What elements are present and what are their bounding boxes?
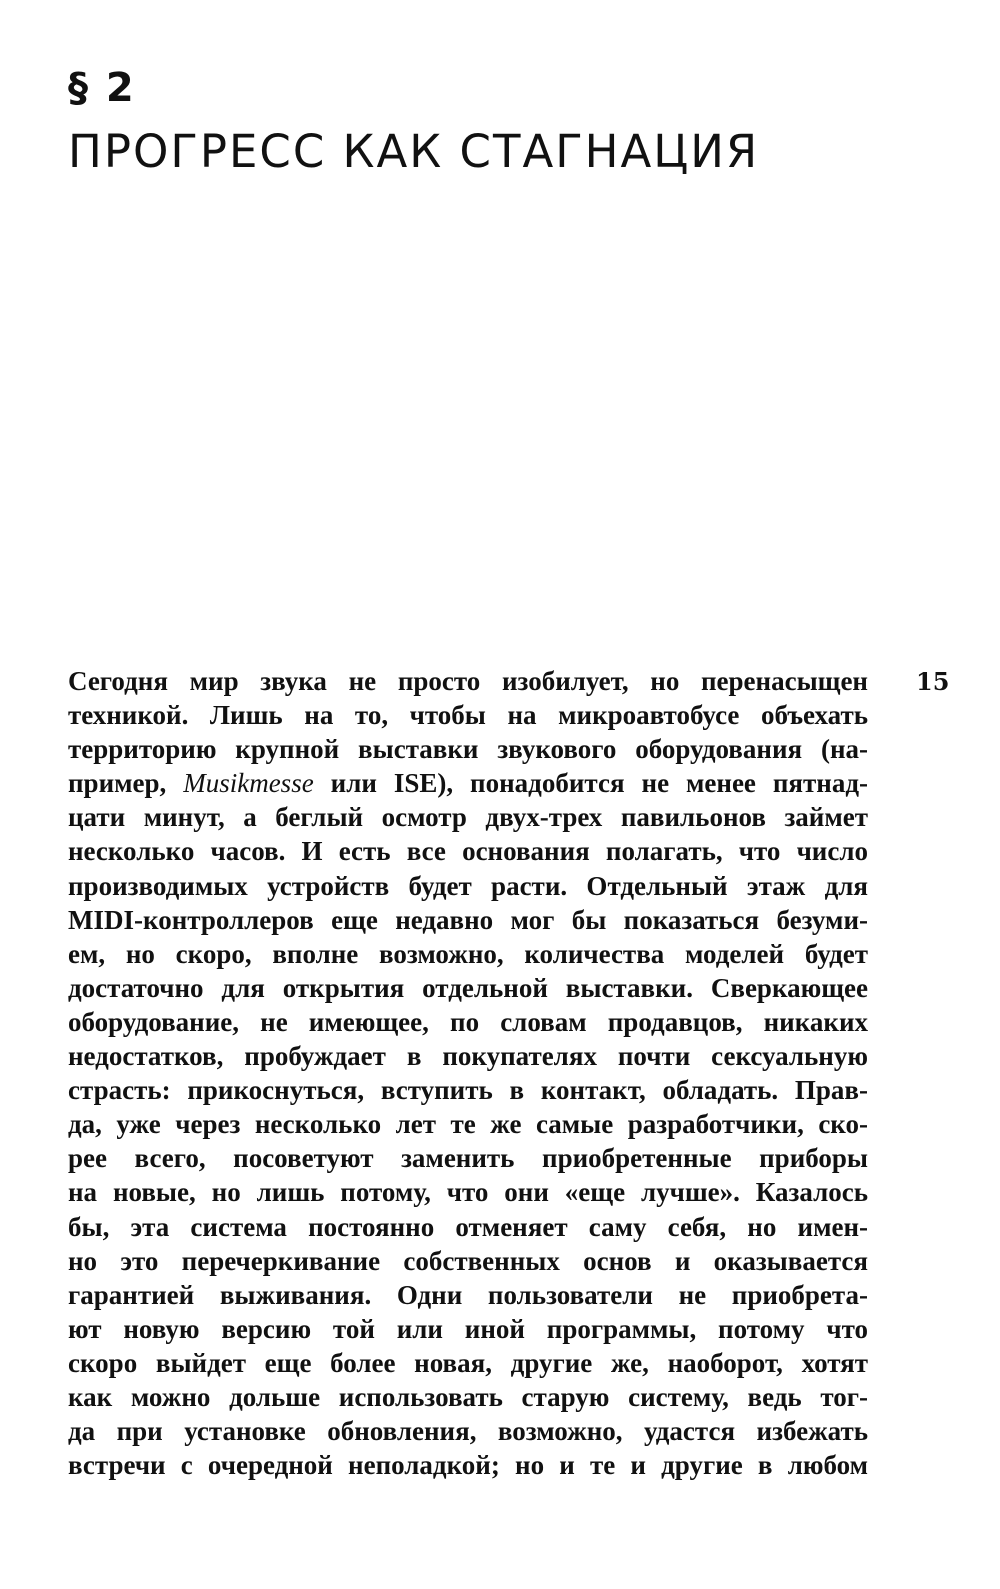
text-line: на новые, но лишь потому, что они «еще лучше». Казалось xyxy=(68,1177,868,1208)
text-line: да при установке обновления, возможно, удастся избежать xyxy=(68,1416,868,1447)
text-segment: пример, xyxy=(68,768,184,799)
text-line: производимых устройств будет расти. Отдельный этаж для xyxy=(68,870,868,901)
text-line: да, уже через несколько лет те же самые разработчики, ско- xyxy=(68,1109,868,1140)
text-segment: или ISE), понадобится не менее пятнад- xyxy=(313,768,868,799)
text-line xyxy=(68,766,868,800)
section-number: § 2 xyxy=(68,65,136,111)
text-line: бы, эта система постоянно отменяет саму себя, но имен- xyxy=(68,1211,868,1242)
text-line: скоро выйдет еще более новая, другие же, наоборот, хотят xyxy=(68,1347,868,1378)
body-paragraph xyxy=(68,664,868,1482)
text-line: рее всего, посоветуют заменить приобретенные приборы xyxy=(68,1143,868,1174)
text-line: ем, но скоро, вполне возможно, количества моделей будет xyxy=(68,938,868,969)
text-line: MIDI-контроллеров еще недавно мог бы показаться безуми- xyxy=(68,904,868,935)
text-line: недостатков, пробуждает в покупателях почти сексуальную xyxy=(68,1041,868,1072)
text-line: достаточно для открытия отдельной выставки. Сверкающее xyxy=(68,972,868,1003)
text-line: цати минут, а беглый осмотр двух-трех павильонов займет xyxy=(68,802,868,833)
italic-term: Musikmesse xyxy=(183,768,314,799)
page-number: 15 xyxy=(916,667,950,696)
text-line: встречи с очередной неполадкой; но и те и другие в любом xyxy=(68,1450,868,1481)
chapter-title: ПРОГРЕСС КАК СТАГНАЦИЯ xyxy=(68,125,760,178)
text-line: техникой. Лишь на то, чтобы на микроавтобусе объехать xyxy=(68,700,868,731)
text-line: Сегодня мир звука не просто изобилует, но перенасыщен xyxy=(68,666,868,696)
text-line: гарантией выживания. Одни пользователи не приобрета- xyxy=(68,1279,868,1310)
text-line: ют новую версию той или иной программы, потому что xyxy=(68,1313,868,1344)
text-line: как можно дольше использовать старую систему, ведь тог- xyxy=(68,1381,868,1412)
text-line: территорию крупной выставки звукового оборудования (на- xyxy=(68,734,868,765)
text-line: но это перечеркивание собственных основ и оказывается xyxy=(68,1245,868,1276)
text-line: несколько часов. И есть все основания полагать, что число xyxy=(68,836,868,867)
text-line: страсть: прикоснуться, вступить в контакт, обладать. Прав- xyxy=(68,1075,868,1106)
text-line: оборудование, не имеющее, по словам продавцов, никаких xyxy=(68,1006,868,1037)
